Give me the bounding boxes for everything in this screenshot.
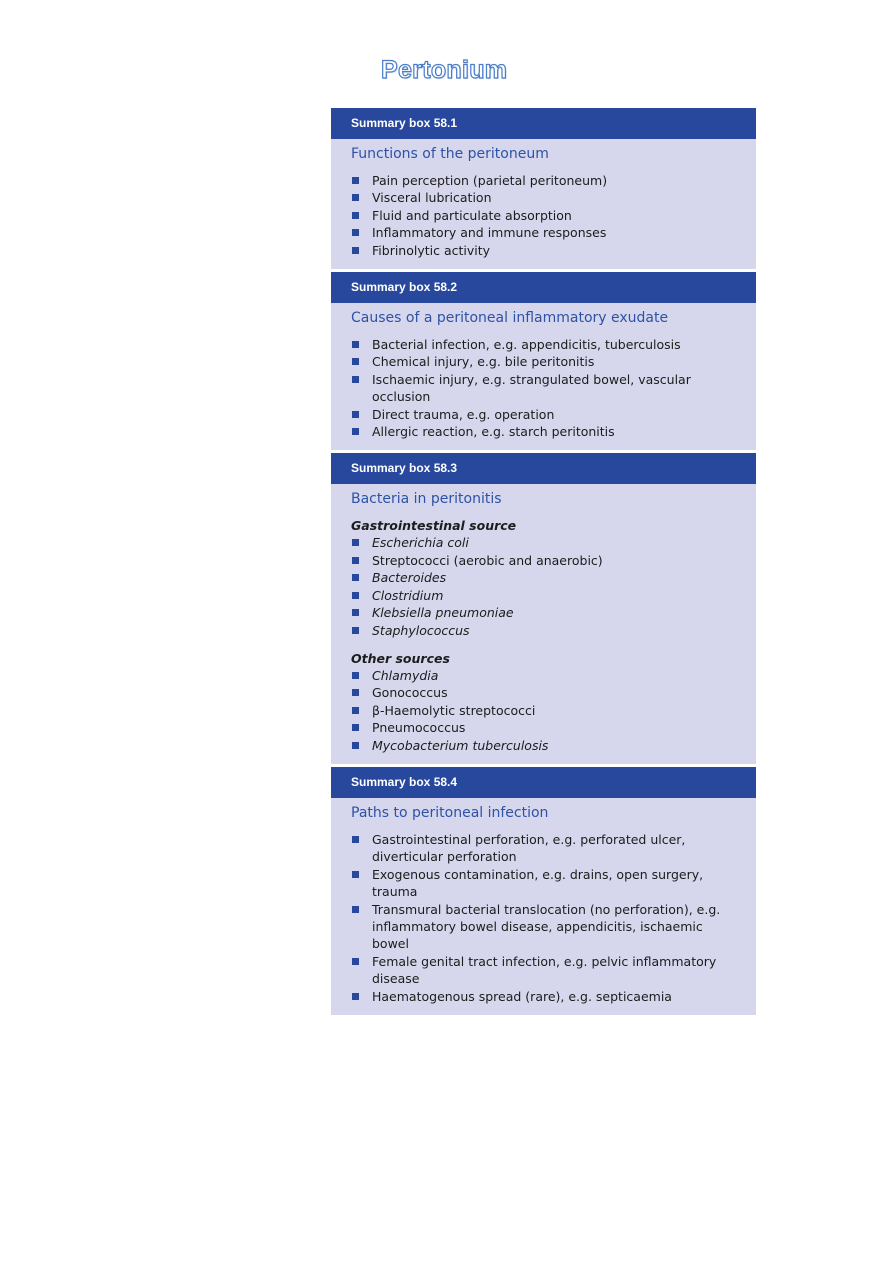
- square-bullet-icon: [352, 376, 359, 383]
- item-text: Direct trauma, e.g. operation: [372, 406, 555, 422]
- item-text: Klebsiella pneumoniae: [372, 605, 514, 621]
- square-bullet-icon: [352, 672, 359, 679]
- list-item: [351, 684, 740, 701]
- item-text: Bacterial infection, e.g. appendicitis, tuberculosis: [372, 337, 681, 353]
- box-body: [331, 798, 756, 1015]
- square-bullet-icon: [352, 742, 359, 749]
- square-bullet-icon: [352, 627, 359, 634]
- bullet-list: [351, 534, 740, 638]
- list-item: [351, 831, 740, 866]
- item-text: Fibrinolytic activity: [372, 242, 491, 258]
- list-item: [351, 719, 740, 736]
- square-bullet-icon: [352, 906, 359, 913]
- box-header: Summary box 58.3: [331, 453, 756, 484]
- item-text: Fluid and particulate absorption: [372, 207, 572, 223]
- list-item: [351, 371, 740, 406]
- box-body: [331, 484, 756, 763]
- square-bullet-icon: [352, 411, 359, 418]
- item-text: Ischaemic injury, e.g. strangulated bowel, vascular occlusion: [372, 371, 691, 405]
- square-bullet-icon: [352, 358, 359, 365]
- item-text: Female genital tract infection, e.g. pelvic inflammatory disease: [372, 953, 717, 987]
- square-bullet-icon: [352, 177, 359, 184]
- summary-boxes: [331, 108, 756, 1023]
- square-bullet-icon: [352, 428, 359, 435]
- list-item: [351, 866, 740, 901]
- square-bullet-icon: [352, 574, 359, 581]
- item-text: Exogenous contamination, e.g. drains, open surgery, trauma: [372, 866, 704, 900]
- box-header: Summary box 58.2: [331, 272, 756, 303]
- square-bullet-icon: [352, 539, 359, 546]
- item-text: Transmural bacterial translocation (no perforation), e.g. inflammatory bowel disease, appendicitis, ischaemic bowel: [372, 901, 721, 952]
- square-bullet-icon: [352, 609, 359, 616]
- square-bullet-icon: [352, 871, 359, 878]
- bullet-list: [351, 172, 740, 259]
- item-text: Clostridium: [372, 587, 444, 603]
- section-spacer: [351, 639, 740, 650]
- bullet-list: [351, 336, 740, 440]
- summary-box-58-3: [331, 453, 756, 763]
- item-text: Pain perception (parietal peritoneum): [372, 173, 608, 188]
- list-item: [351, 901, 740, 953]
- box-title: Paths to peritoneal infection: [351, 804, 549, 821]
- list-item: [351, 622, 740, 639]
- item-text: Haematogenous spread (rare), e.g. septicaemia: [372, 988, 672, 1004]
- list-item: [351, 189, 740, 206]
- item-text: Mycobacterium tuberculosis: [372, 737, 549, 753]
- page-title: Pertonium: [381, 56, 508, 84]
- list-item: [351, 988, 740, 1005]
- section-label-gastrointestinal: Gastrointestinal source: [351, 518, 517, 534]
- item-text: Chemical injury, e.g. bile peritonitis: [372, 354, 595, 370]
- square-bullet-icon: [352, 724, 359, 731]
- summary-box-58-1: [331, 108, 756, 269]
- item-text: Staphylococcus: [372, 622, 470, 638]
- list-item: [351, 534, 740, 551]
- item-text: Visceral lubrication: [372, 190, 492, 206]
- list-item: [351, 336, 740, 353]
- item-text: Bacteroides: [372, 570, 447, 586]
- list-item: [351, 552, 740, 569]
- square-bullet-icon: [352, 212, 359, 219]
- item-text: Streptococci (aerobic and anaerobic): [372, 552, 603, 568]
- square-bullet-icon: [352, 689, 359, 696]
- square-bullet-icon: [352, 194, 359, 201]
- box-body: [331, 303, 756, 450]
- item-text: Allergic reaction, e.g. starch peritonitis: [372, 424, 615, 440]
- square-bullet-icon: [352, 557, 359, 564]
- box-title: Functions of the peritoneum: [351, 146, 549, 162]
- list-item: [351, 172, 740, 189]
- square-bullet-icon: [352, 707, 359, 714]
- list-item: [351, 207, 740, 224]
- box-header: Summary box 58.1: [331, 108, 756, 139]
- list-item: [351, 353, 740, 370]
- square-bullet-icon: [352, 958, 359, 965]
- box-body: [331, 139, 756, 269]
- square-bullet-icon: [352, 247, 359, 254]
- section-label-other: Other sources: [351, 650, 450, 666]
- item-text: Gastrointestinal perforation, e.g. perforated ulcer, diverticular perforation: [372, 831, 686, 865]
- box-header: Summary box 58.4: [331, 767, 756, 798]
- summary-box-58-4: [331, 767, 756, 1015]
- square-bullet-icon: [352, 341, 359, 348]
- item-text: Chlamydia: [372, 667, 439, 683]
- list-item: [351, 587, 740, 604]
- square-bullet-icon: [352, 993, 359, 1000]
- list-item: [351, 406, 740, 423]
- list-item: [351, 667, 740, 684]
- bullet-list: [351, 831, 740, 1005]
- list-item: [351, 737, 740, 754]
- item-text: Inflammatory and immune responses: [372, 225, 607, 241]
- box-title: Bacteria in peritonitis: [351, 491, 502, 508]
- list-item: [351, 604, 740, 621]
- item-text: Gonococcus: [372, 685, 448, 701]
- list-item: [351, 702, 740, 719]
- bullet-list: [351, 667, 740, 754]
- list-item: [351, 224, 740, 241]
- list-item: [351, 423, 740, 440]
- item-text: Pneumococcus: [372, 720, 466, 736]
- square-bullet-icon: [352, 229, 359, 236]
- box-title: Causes of a peritoneal inflammatory exudate: [351, 310, 669, 327]
- square-bullet-icon: [352, 836, 359, 843]
- square-bullet-icon: [352, 592, 359, 599]
- summary-box-58-2: [331, 272, 756, 450]
- list-item: [351, 569, 740, 586]
- item-text: Escherichia coli: [372, 535, 469, 551]
- list-item: [351, 953, 740, 988]
- item-text: β-Haemolytic streptococci: [372, 702, 536, 718]
- list-item: [351, 242, 740, 259]
